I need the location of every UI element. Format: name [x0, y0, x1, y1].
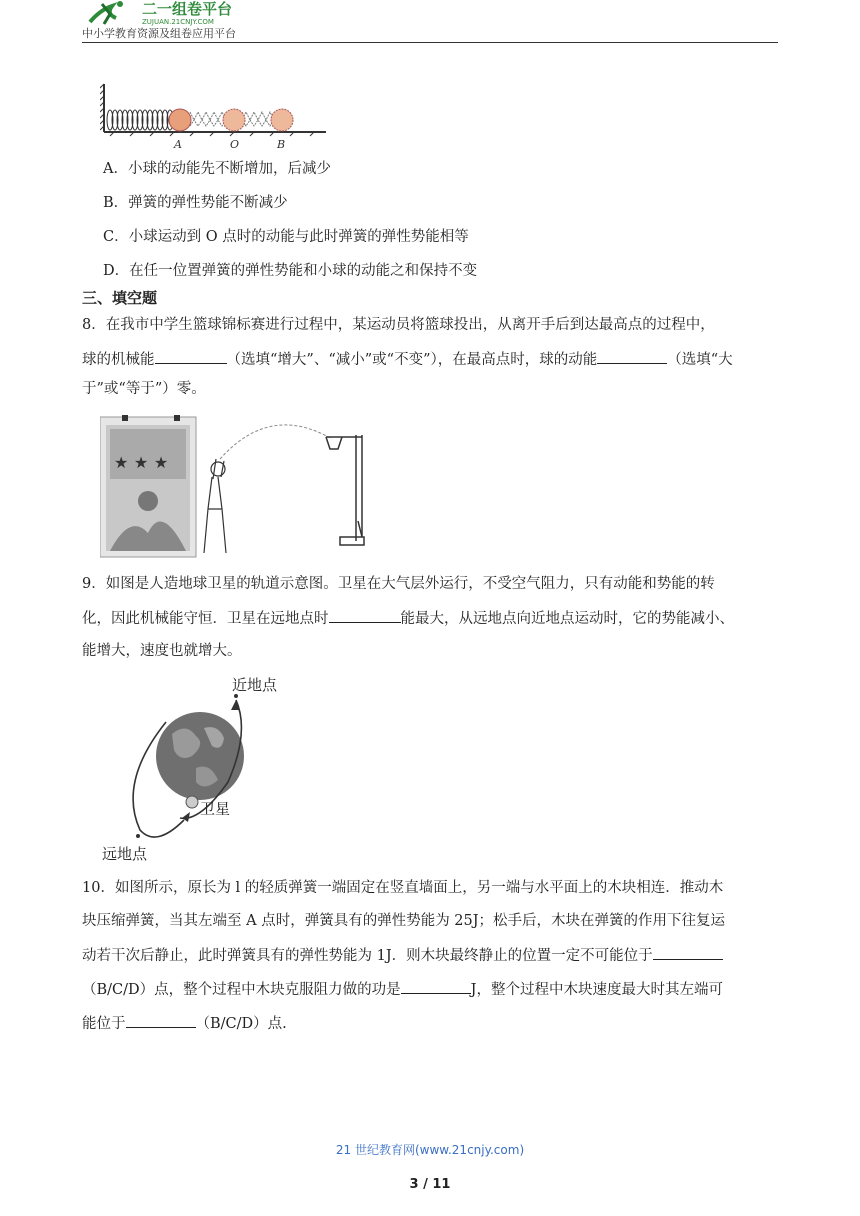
q9-text-b: 能最大，从远地点向近地点运动时，它的势能减小、 — [400, 611, 734, 627]
logo-text: 二一组卷平台 — [142, 0, 233, 18]
q7-option-b: B．弹簧的弹性势能不断减少 — [103, 195, 288, 211]
q10-blank-3[interactable] — [126, 1013, 196, 1028]
q8-basketball-figure — [100, 413, 370, 559]
q8-line3: 于”或“等于”）零。 — [82, 381, 206, 397]
satellite-icon — [186, 796, 198, 808]
q8-line1: 8．在我市中学生篮球锦标赛进行过程中，某运动员将篮球投出，从离开手后到达最高点的过程中， — [82, 317, 715, 333]
q10-text-c: J，整个过程中木块速度最大时其左端可 — [470, 982, 723, 998]
q8-text-c: （选填“大 — [667, 352, 733, 368]
hoop-stand — [326, 435, 364, 545]
q10-line5 — [82, 1013, 287, 1034]
q9-text-a: 化，因此机械能守恒．卫星在远地点时 — [82, 611, 329, 627]
q10-blank-1[interactable] — [653, 945, 723, 960]
q7-option-a: A．小球的动能先不断增加，后减少 — [103, 161, 331, 177]
q8-text-a: 球的机械能 — [82, 352, 155, 368]
apogee-point — [136, 834, 140, 838]
q9-line3: 能增大，速度也就增大。 — [82, 643, 242, 659]
player-figure — [204, 459, 226, 553]
ball-b — [271, 109, 293, 131]
q9-orbit-figure — [100, 672, 300, 867]
q10-text-d: 能位于 — [82, 1016, 126, 1032]
ball-a — [169, 109, 191, 131]
q10-blank-2[interactable] — [401, 979, 471, 994]
runner-logo-icon — [82, 0, 272, 26]
q7-spring-figure — [100, 82, 330, 150]
q10-line2: 块压缩弹簧，当其左端至 A 点时，弹簧具有的弹性势能为 25J；松手后，木块在弹簧的作用下往复运 — [82, 913, 726, 929]
label-a: A — [174, 138, 182, 150]
label-o: O — [230, 138, 240, 150]
q8-text-b: （选填“增大”、“减小”或“不变”），在最高点时，球的动能 — [226, 352, 598, 368]
trajectory-path — [220, 425, 332, 459]
q10-text-a: 动若干次后静止，此时弹簧具有的弹性势能为 1J．则木块最终静止的位置一定不可能位于 — [82, 948, 653, 964]
page-number: 3 / 11 — [409, 1177, 451, 1192]
satellite-label: 卫星 — [200, 800, 231, 818]
header-divider — [82, 42, 778, 43]
earth-globe — [156, 712, 244, 800]
q9-blank-1[interactable] — [329, 608, 401, 623]
label-b: B — [277, 138, 286, 150]
q7-option-d: D．在任一位置弹簧的弹性势能和小球的动能之和保持不变 — [103, 263, 478, 279]
q8-blank-1[interactable] — [155, 349, 227, 364]
q10-line4 — [82, 979, 723, 1000]
q10-line1: 10．如图所示，原长为 l 的轻质弹簧一端固定在竖直墙面上，另一端与水平面上的木块相连．推动木 — [82, 880, 724, 896]
q10-line3 — [82, 945, 723, 966]
footer-site-link[interactable]: 21 世纪教育网(www.21cnjy.com) — [335, 1143, 525, 1157]
q8-line2 — [82, 349, 733, 370]
q7-option-c: C．小球运动到 O 点时的动能与此时弹簧的弹性势能相等 — [103, 229, 469, 245]
perigee-point — [234, 694, 238, 698]
q9-line2 — [82, 608, 734, 629]
q10-text-e: （B/C/D）点. — [195, 1016, 287, 1032]
q10-text-b: （B/C/D）点，整个过程中木块克服阻力做的功是 — [82, 982, 401, 998]
ball-o — [223, 109, 245, 131]
svg-text:★ ★ ★: ★ ★ ★ — [114, 453, 169, 472]
q8-blank-2[interactable] — [597, 349, 667, 364]
logo-url-text: ZUJUAN.21CNJY.COM — [142, 18, 214, 26]
header-subtitle: 中小学教育资源及组卷应用平台 — [82, 27, 236, 40]
apogee-label: 远地点 — [102, 845, 148, 863]
section-title: 三、填空题 — [82, 289, 158, 307]
perigee-label: 近地点 — [232, 676, 278, 694]
q9-line1: 9．如图是人造地球卫星的轨道示意图。卫星在大气层外运行，不受空气阻力，只有动能和势能的转 — [82, 576, 715, 592]
site-logo — [82, 0, 272, 26]
